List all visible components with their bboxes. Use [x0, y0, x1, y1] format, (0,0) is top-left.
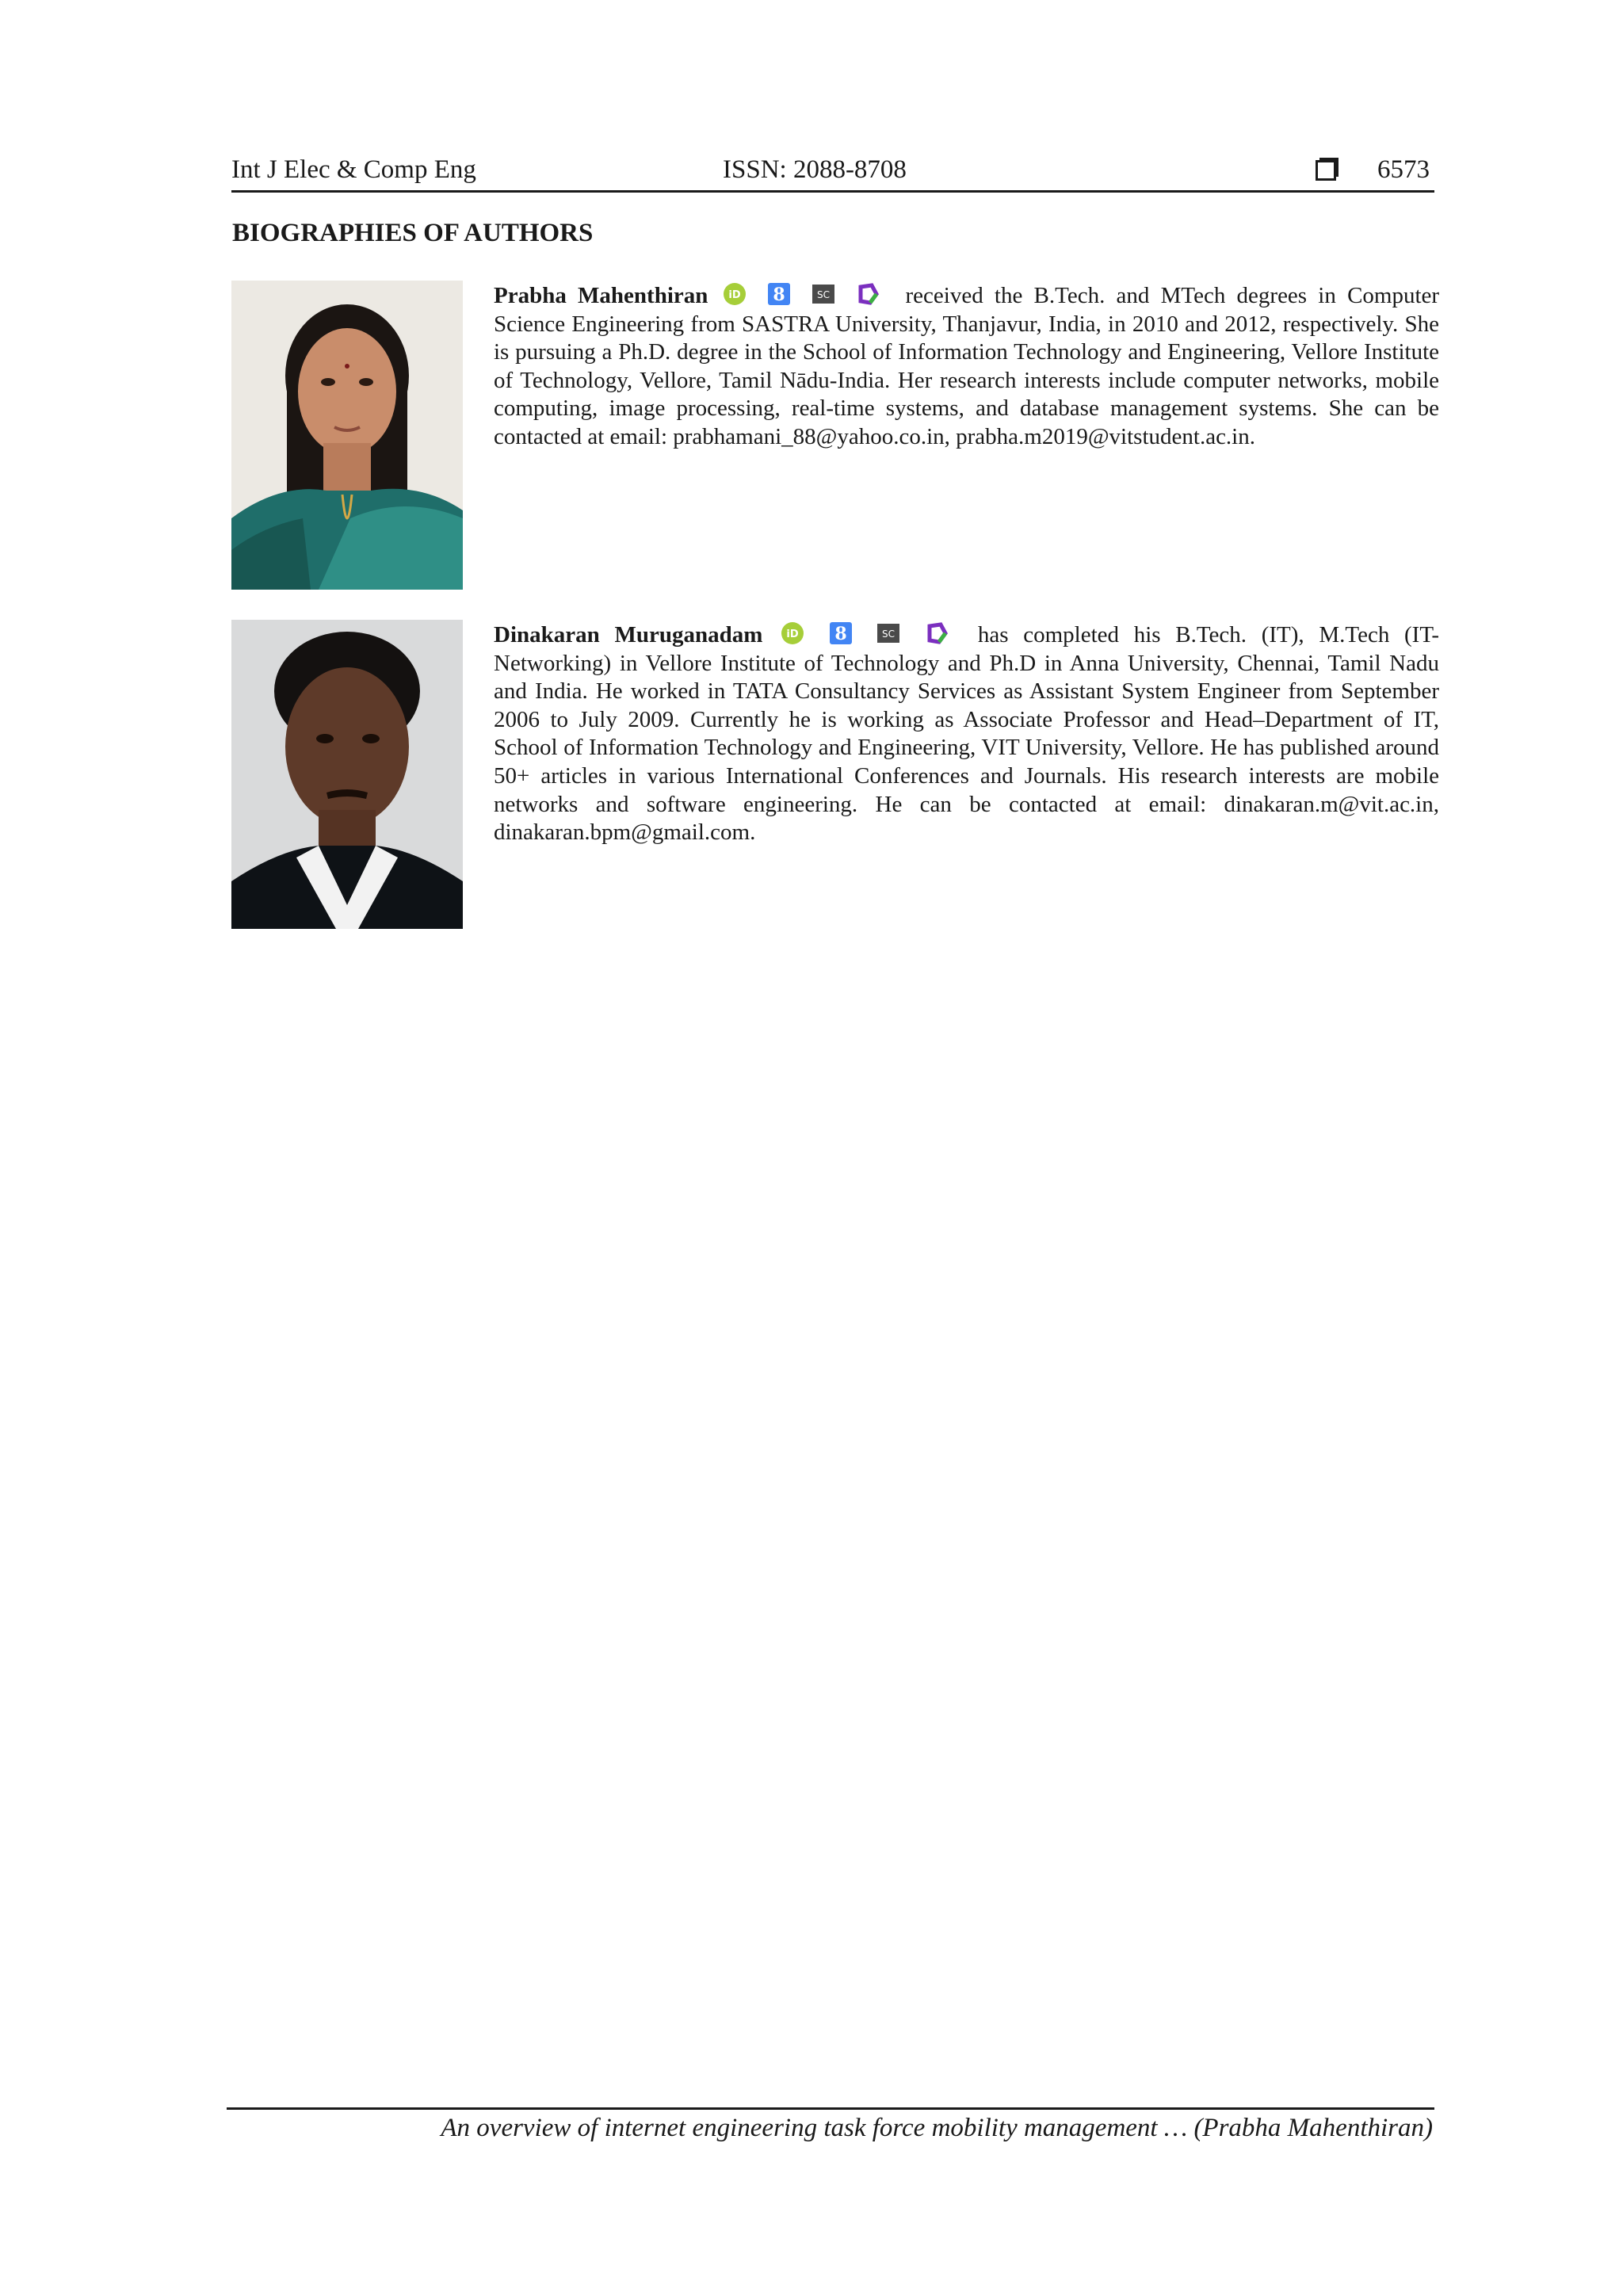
author-name: Prabha Mahenthiran — [494, 283, 708, 308]
running-footer: An overview of internet engineering task force mobility management … (Prabha Mahenthiran) — [441, 2114, 1433, 2142]
scholar-label: 8 — [773, 285, 785, 305]
orcid-icon[interactable] — [781, 621, 804, 645]
scopus-label: SC — [817, 289, 831, 300]
running-header — [231, 152, 1434, 193]
publons-icon[interactable] — [925, 621, 949, 645]
author-photo-dinakaran — [231, 620, 463, 929]
section-title: BIOGRAPHIES OF AUTHORS — [232, 219, 594, 247]
scopus-icon[interactable] — [812, 282, 835, 306]
author-name: Dinakaran Muruganadam — [494, 622, 763, 648]
journal-name: Int J Elec & Comp Eng — [231, 155, 476, 184]
author-bio-text: received the B.Tech. and MTech degrees in Computer Science Engineering from SASTRA University, Thanjavur, India, in 2010 and 2012, respectively. She is pursuing a Ph.D. degree in the School of Information Technology and Engineering, Vellore Institute of Technology, Vellore, Tamil Nādu-India. Her research interests include computer networks, mobile computing, image processing, real-time systems, and database management systems. She can be contacted at email: prabhamani_88@yahoo.co.in, prabha.m2019@vitstudent.ac.in. — [494, 283, 1440, 449]
orcid-icon[interactable] — [723, 282, 747, 306]
page-number: 6573 — [1377, 155, 1430, 184]
profile-icons — [723, 283, 901, 308]
author-bio-dinakaran — [494, 621, 1439, 847]
author-bio-prabha — [494, 282, 1439, 452]
orcid-label: iD — [728, 289, 741, 301]
orcid-label: iD — [786, 628, 799, 640]
scopus-icon[interactable] — [876, 621, 900, 645]
publons-icon[interactable] — [856, 282, 880, 306]
issn: ISSN: 2088-8708 — [723, 155, 907, 184]
scholar-label: 8 — [834, 624, 847, 644]
author-photo-prabha — [231, 281, 463, 590]
scopus-label: SC — [882, 628, 896, 640]
google-scholar-icon[interactable] — [767, 282, 791, 306]
author-bio-text: has completed his B.Tech. (IT), M.Tech (IT-Networking) in Vellore Institute of Technology and Ph.D in Anna University, Chennai, Tamil Nadu and India. He worked in TATA Consultancy Services as Assistant System Engineer from September 2006 to July 2009. Currently he is working as Associate Professor and Head–Department of IT, School of Information Technology and Engineering, VIT University, Vellore. He has published around 50+ articles in various International Conferences and Journals. His research interests are mobile networks and software engineering. He can be contacted at email: dinakaran.m@vit.ac.in, dinakaran.bpm@gmail.com. — [494, 622, 1440, 846]
profile-icons — [781, 622, 973, 648]
box-icon — [1316, 160, 1336, 181]
footer-rule — [227, 2107, 1434, 2110]
google-scholar-icon[interactable] — [829, 621, 853, 645]
